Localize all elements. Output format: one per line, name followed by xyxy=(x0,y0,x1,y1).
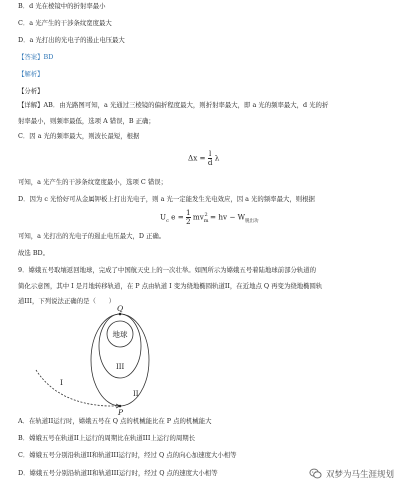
option-d: D．a 光打出的光电子的遏止电压最大 xyxy=(18,36,125,44)
question-9-option-c: C．嫦娥五号分别沿轨道II和轨道III运行时，经过 Q 点的向心加速度大小相等 xyxy=(18,451,237,459)
formula-u-sub: c xyxy=(166,217,169,224)
wechat-icon xyxy=(309,467,322,480)
formula-mv: mv xyxy=(192,212,204,222)
label-p: P xyxy=(118,408,124,417)
formula-lambda: λ xyxy=(214,153,220,163)
formula-lhs: Δx = xyxy=(188,153,206,163)
question-9-option-a: A．在轨道II运行时，嫦娥五号在 Q 点的机械能比在 P 点的机械能大 xyxy=(18,417,212,425)
analysis-label: 【解析】 xyxy=(18,70,44,78)
answer-label: 【答案】BD xyxy=(18,53,54,61)
watermark xyxy=(309,467,394,480)
point-p xyxy=(119,405,122,408)
fraction-numerator: l xyxy=(209,149,212,158)
option-c: C．a 光产生的干涉条纹宽度最大 xyxy=(18,19,112,27)
label-q: Q xyxy=(117,304,124,313)
fenxi-label: 【分析】 xyxy=(18,87,44,95)
label-ii: II xyxy=(133,390,139,398)
detail-ab-line-2: 射率最小，则频率最低，选项 A 错误，B 正确； xyxy=(18,117,155,125)
fraction-denominator: d xyxy=(207,158,213,167)
detail-c-line-1: C．因 a 光的频率最大，则波长最短，根据 xyxy=(18,132,140,140)
formula-mv-sup: 2 xyxy=(204,212,208,219)
question-9-option-d: D．嫦娥五号分别沿轨道II和轨道III运行时，经过 Q 点的速度大小相等 xyxy=(18,469,218,477)
question-9-line-1: 9．嫦娥五号取壤返回地球，完成了中国航天史上的一次壮举。如图所示为嫦娥五号着陆地球前部分轨道的 xyxy=(18,266,317,274)
question-9-line-3: 道III，下列说法正确的是（ ） xyxy=(18,297,116,305)
question-9-line-2: 简化示意图，其中 I 是月地转移轨道，在 P 点由轨道 I 变为绕地椭圆轨道II，在近地点 Q 再变为绕地椭圆轨 xyxy=(18,282,323,290)
fraction-half-den: 2 xyxy=(186,217,191,226)
formula-e: e = xyxy=(171,212,184,222)
watermark-text: 双梦为马生涯规划 xyxy=(325,469,394,480)
question-9-option-b: B．嫦娥五号在轨道II上运行的周期比在轨道III上运行的周期长 xyxy=(18,434,196,442)
detail-d-line-2: 可知，a 光打出的光电子的遏止电压最大，D 正确。 xyxy=(18,232,166,240)
formula-u: U xyxy=(160,212,167,222)
formula-w-sub: 脱出功 xyxy=(245,218,259,224)
option-b: B．d 光在棱镜中的折射率最小 xyxy=(18,2,106,10)
point-q xyxy=(119,313,122,316)
detail-d-line-1: D．因为 c 光恰好可从金属钾板上打出光电子，则 a 光一定能发生光电效应，因 a 光的频率最大，则根据 xyxy=(18,195,315,203)
label-i: I xyxy=(60,378,63,387)
fraction-half-num: 1 xyxy=(186,208,191,217)
label-iii: III xyxy=(116,363,125,371)
orbit-ii xyxy=(91,314,149,406)
detail-ab-line-1: 【详解】AB．由光路图可知，a 光通过三棱镜的偏折程度最大，则折射率最大，即 a 光的频率最大，d 光的折 xyxy=(18,101,329,109)
choose-line: 故选 BD。 xyxy=(18,249,50,257)
detail-c-line-2: 可知，a 光产生的干涉条纹宽度最小，选项 C 错误； xyxy=(18,178,167,186)
formula-rhs: = hv − W xyxy=(210,212,246,222)
earth-label: 地球 xyxy=(112,330,128,339)
formula-mv-sub: m xyxy=(203,217,209,224)
